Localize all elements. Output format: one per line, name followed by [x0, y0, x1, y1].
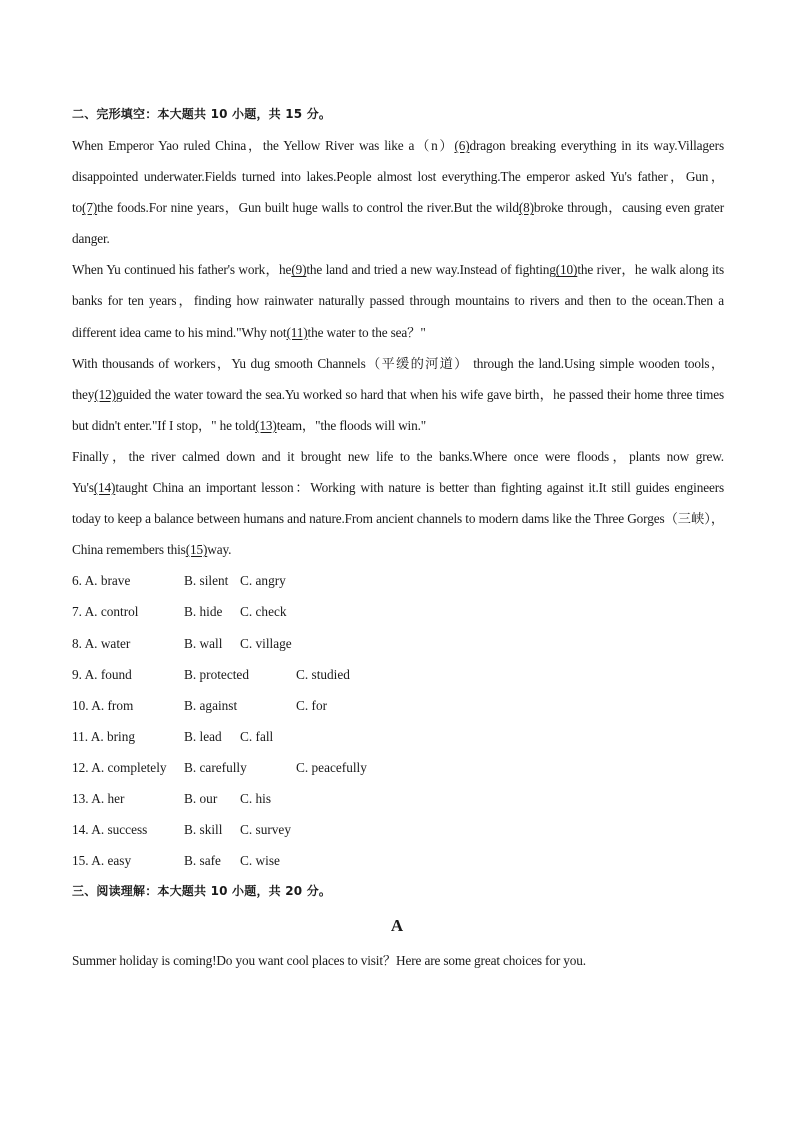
option-a: 8. A. water	[72, 635, 131, 651]
passage-text: the river，he walk along its banks for ten years，finding how rainwater naturally passed through mountains to rivers and then to the ocean.Then a different idea came to his mind."Why not	[72, 262, 724, 340]
passage-text: When Yu continued his father's work，he	[72, 262, 292, 278]
option-c: C. survey	[240, 822, 291, 838]
question-options-row	[72, 752, 724, 783]
question-options-row	[72, 628, 724, 659]
passage-text: guided the water toward the sea.Yu worked so hard that when his wife gave birth，he passed their home three times but didn't enter."If I stop，" he told	[72, 386, 724, 433]
option-a: 12. A. completely	[72, 759, 167, 775]
part-a-heading: A	[390, 916, 404, 936]
passage-text: dragon breaking everything in its way.Villagers disappointed underwater.Fields turned into lakes.People almost lost everything.The emperor asked Yu's father，Gun，to	[72, 138, 724, 216]
passage-text: way.	[207, 542, 232, 558]
option-c: C. studied	[296, 666, 350, 682]
option-c: C. his	[240, 790, 272, 806]
passage-text: the land and tried a new way.Instead of fighting	[306, 262, 556, 278]
blank-number: (12)	[94, 386, 116, 402]
section-2-title: 二、完形填空：本大题共 10 小题，共 15 分。	[72, 107, 332, 121]
option-b: B. lead	[184, 728, 222, 744]
passage-paragraph	[72, 441, 724, 565]
option-b: B. skill	[184, 822, 223, 838]
option-b: B. protected	[184, 666, 249, 682]
option-c: C. village	[240, 635, 292, 651]
option-c: C. check	[240, 604, 287, 620]
question-options-row	[72, 814, 724, 845]
question-options-row	[72, 596, 724, 627]
blank-number: (15)	[185, 542, 208, 558]
passage-text: Finally，the river calmed down and it brought new life to the banks.Where once were floods，plants now grew. Yu's	[72, 448, 724, 496]
passage-text: team，"the floods will win."	[276, 417, 427, 433]
option-a: 14. A. success	[72, 822, 148, 838]
passage-paragraph	[72, 348, 724, 441]
cloze-options	[72, 565, 724, 876]
option-b: B. against	[184, 697, 238, 713]
option-c: C. fall	[240, 728, 274, 744]
passage-text: the water to the sea？"	[307, 324, 426, 340]
passage-paragraph	[72, 130, 724, 254]
option-a: 9. A. found	[72, 666, 132, 682]
exam-page	[72, 99, 724, 976]
option-b: B. our	[184, 790, 218, 806]
option-b: B. silent	[184, 573, 229, 589]
passage-text: taught China an important lesson：Working with nature is better than fighting against it.It still guides engineers today to keep a balance between humans and nature.From ancient channels to modern dams like the Three Gorges（三峡），China remembers this	[72, 480, 724, 558]
option-a: 6. A. brave	[72, 573, 131, 589]
option-b: B. wall	[184, 635, 223, 651]
blank-number: (11)	[286, 324, 308, 340]
blank-number: (6)	[454, 138, 470, 153]
blank-number: (13)	[255, 417, 277, 433]
part-a-intro: Summer holiday is coming!Do you want cool places to visit？Here are some great choices for you.	[72, 953, 586, 969]
option-a: 7. A. control	[72, 604, 139, 620]
option-a: 11. A. bring	[72, 728, 136, 744]
option-c: C. angry	[240, 573, 286, 589]
blank-number: (9)	[291, 262, 307, 278]
question-options-row	[72, 565, 724, 596]
option-b: B. carefully	[184, 759, 247, 775]
blank-number: (8)	[518, 200, 534, 216]
question-options-row	[72, 783, 724, 814]
passage-text: the foods.For nine years，Gun built huge walls to control the river.But the wild	[97, 200, 519, 216]
question-options-row	[72, 659, 724, 690]
blank-number: (7)	[82, 200, 98, 216]
option-a: 10. A. from	[72, 697, 134, 713]
cloze-passage	[72, 130, 724, 565]
passage-text: With thousands of workers，Yu dug smooth Channels（平缓的河道） through the land.Using simple wooden tools，they	[72, 355, 724, 402]
passage-text: broke through，causing even grater danger.	[72, 200, 724, 247]
option-c: C. for	[296, 697, 328, 713]
question-options-row	[72, 845, 724, 876]
blank-number: (14)	[93, 480, 116, 496]
blank-number: (10)	[555, 262, 578, 278]
option-a: 15. A. easy	[72, 853, 132, 869]
option-a: 13. A. her	[72, 790, 125, 806]
question-options-row	[72, 690, 724, 721]
option-b: B. hide	[184, 604, 223, 620]
option-c: C. peacefully	[296, 759, 367, 775]
question-options-row	[72, 721, 724, 752]
passage-paragraph	[72, 254, 724, 347]
section-3-title: 三、阅读理解：本大题共 10 小题，共 20 分。	[72, 884, 332, 899]
option-c: C. wise	[240, 853, 280, 869]
option-b: B. safe	[184, 853, 221, 869]
passage-text: When Emperor Yao ruled China，the Yellow River was like a（n）	[72, 138, 455, 153]
